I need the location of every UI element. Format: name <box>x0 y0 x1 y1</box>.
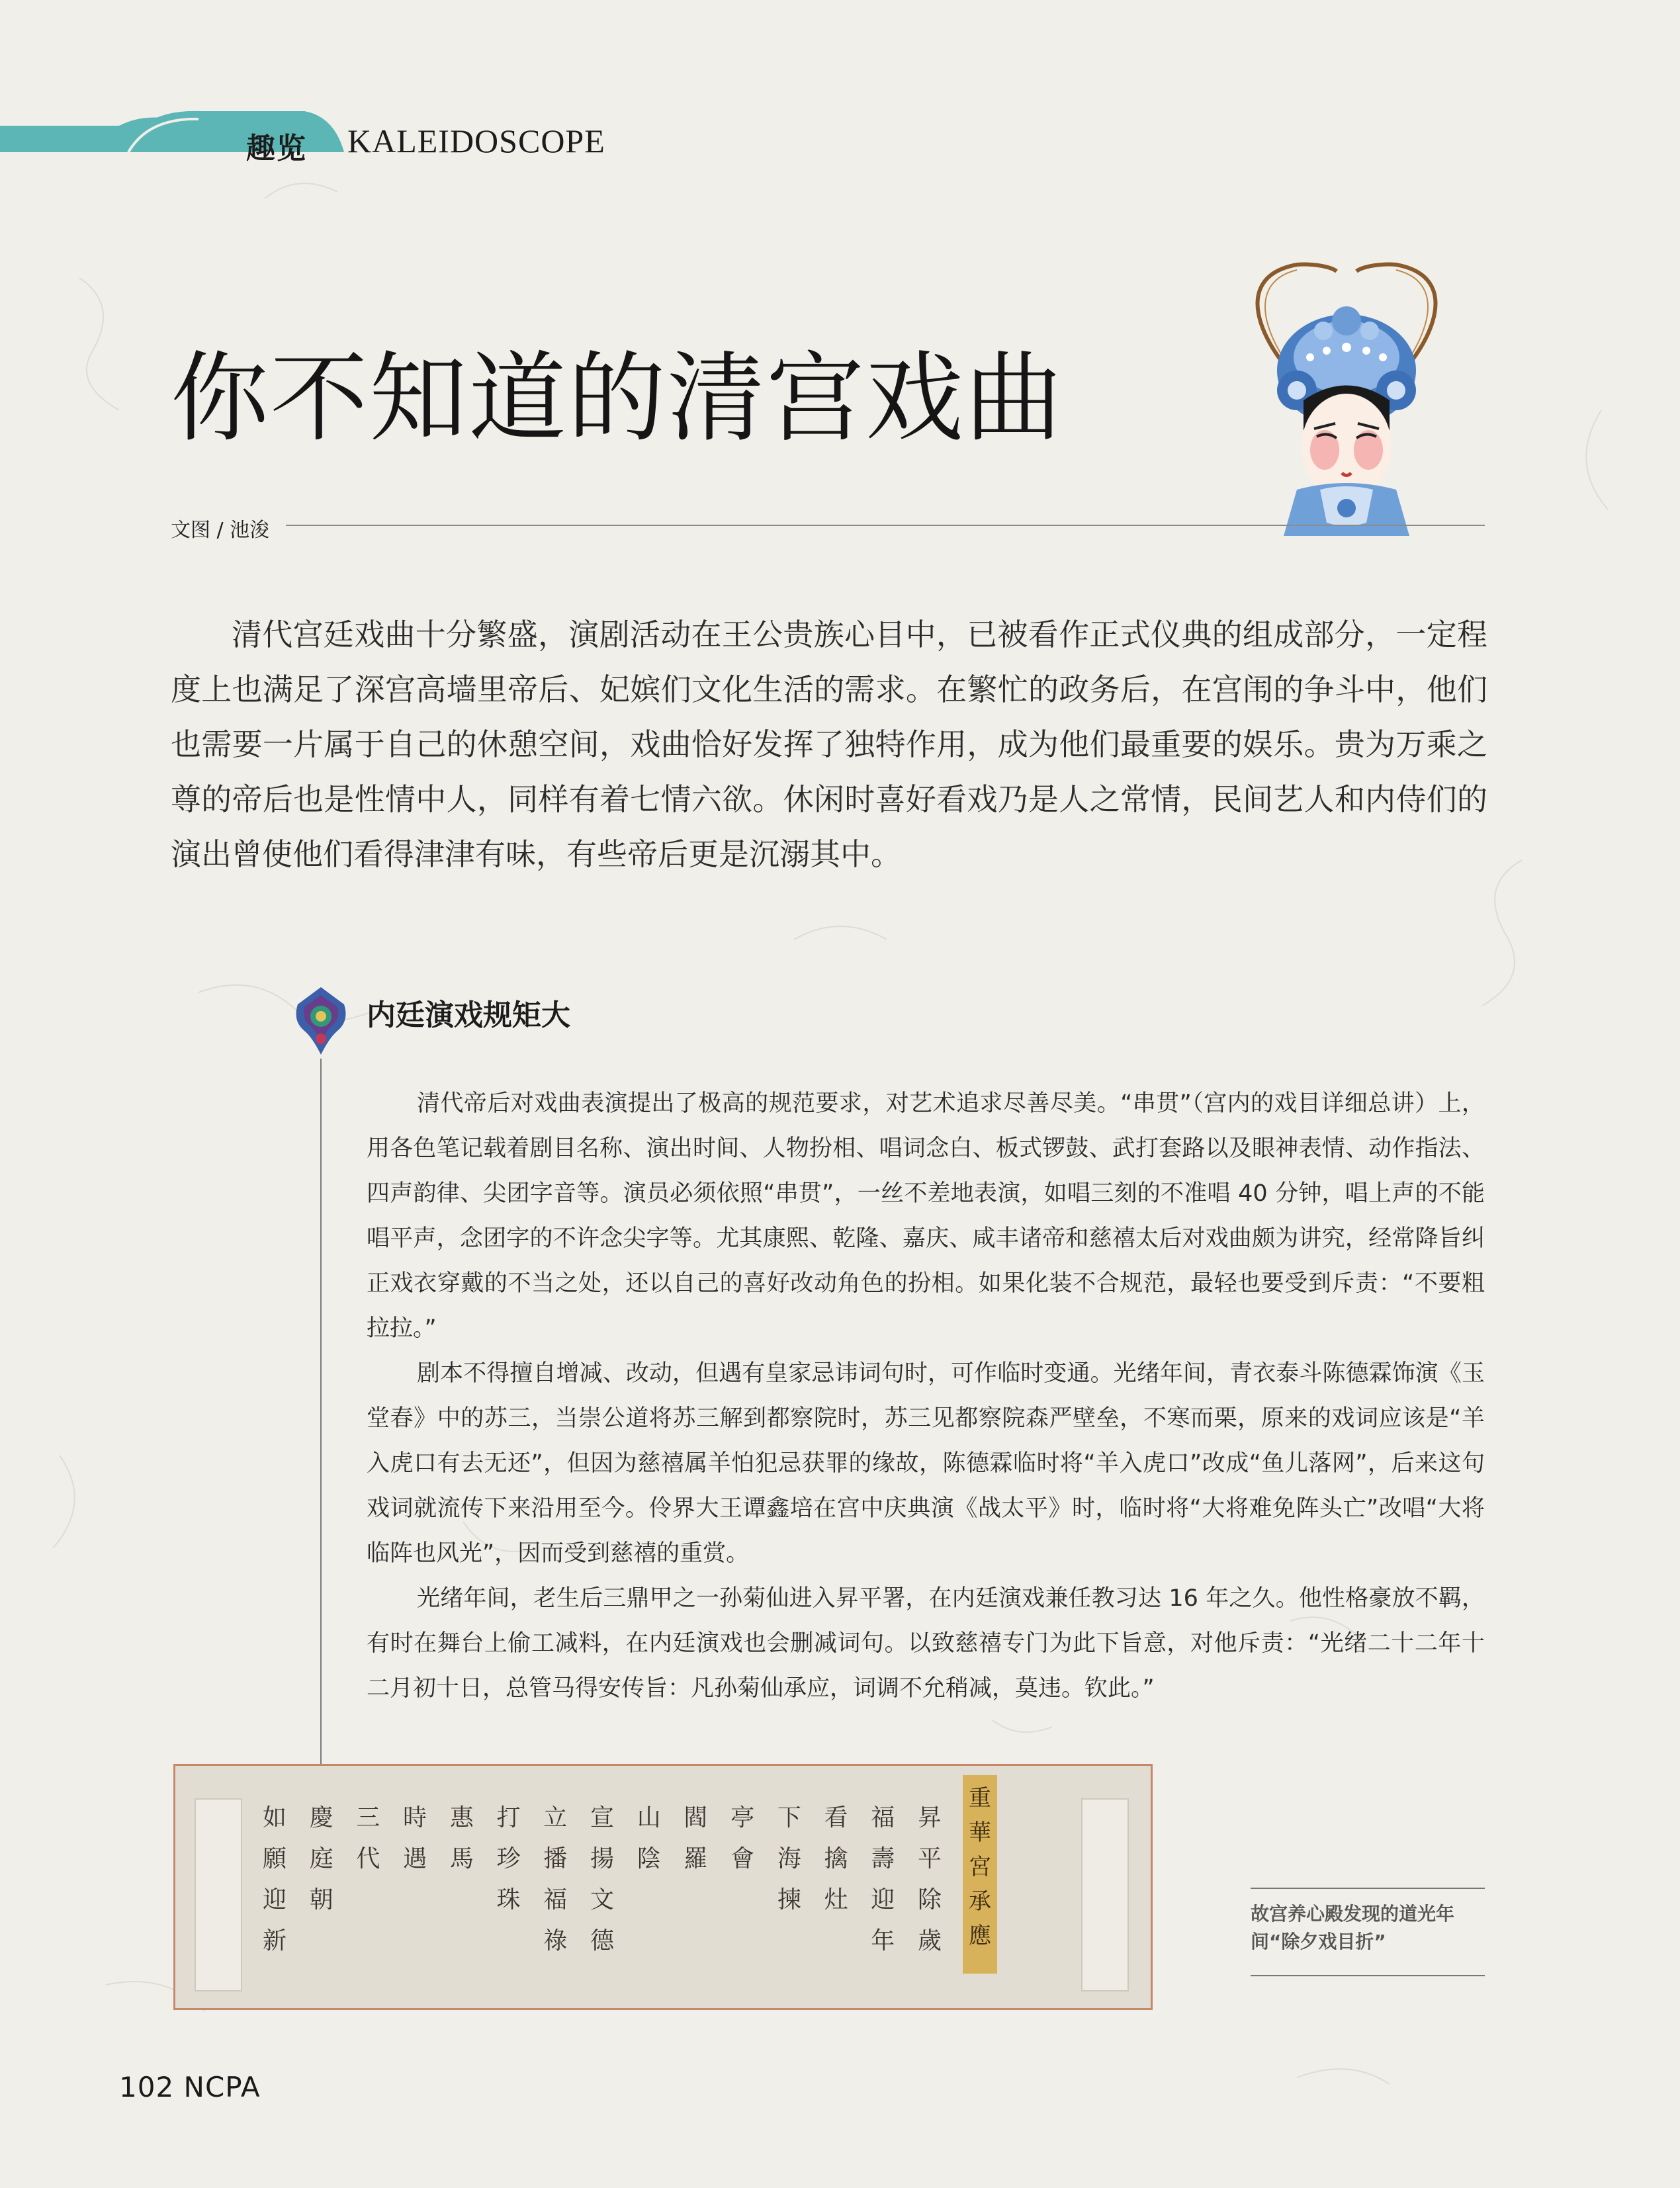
manuscript-character: 庭 <box>309 1845 333 1872</box>
manuscript-character: 文 <box>590 1886 615 1913</box>
publication-name: NCPA <box>183 2071 261 2103</box>
manuscript-character: 揚 <box>590 1845 615 1872</box>
manuscript-character: 歲 <box>917 1927 942 1954</box>
manuscript-character: 如 <box>262 1804 287 1831</box>
photo-caption: 故宫养心殿发现的道光年间“除夕戏目折” <box>1251 1903 1455 1952</box>
manuscript-character: 立 <box>543 1804 568 1831</box>
manuscript-character: 新 <box>262 1927 287 1954</box>
caption-divider-top <box>1251 1888 1485 1889</box>
manuscript-character: 朝 <box>309 1886 333 1913</box>
manuscript-character: 代 <box>356 1845 380 1872</box>
manuscript-character: 迎 <box>262 1886 287 1913</box>
intro-paragraph: 清代宫廷戏曲十分繁盛，演剧活动在王公贵族心目中，已被看作正式仪典的组成部分，一定程度上也满足了深宫高墙里帝后、妃嫔们文化生活的需求。在繁忙的政务后，在宫闱的争斗中，他们也需要一片属于自己的休憩空间，戏曲恰好发挥了独特作用，成为他们最重要的娱乐。贵为万乘之尊的帝后也是性情中人，同样有着七情六欲。休闲时喜好看戏乃是人之常情，民间艺人和内侍们的演出曾使他们看得津津有味，有些帝后更是沉溺其中。 <box>171 617 1487 872</box>
manuscript-character: 時 <box>403 1804 427 1831</box>
manuscript-character: 迎 <box>871 1886 895 1913</box>
label-slip-character: 重 <box>969 1785 991 1812</box>
body-paragraph: 清代帝后对戏曲表演提出了极高的规范要求，对艺术追求尽善尽美。“串贯”（宫内的戏目详细总讲）上，用各色笔记载着剧目名称、演出时间、人物扮相、唱词念白、板式锣鼓、武打套路以及眼神表情、动作指法、四声韵律、尖团字音等。演员必须依照“串贯”，一丝不差地表演，如唱三刻的不准唱 40 分钟，唱上声的不能唱平声，念团字的不许念尖字等。尤其康熙、乾隆、嘉庆、咸丰诸帝和慈禧太后对戏曲颇为讲究，经常降旨纠正戏衣穿戴的不当之处，还以自己的喜好改动角色的扮相。如果化装不合规范，最轻也要受到斥责：“不要粗拉拉。” <box>367 1090 1485 1342</box>
section-label-cn: 趣览 <box>246 132 307 165</box>
manuscript-character: 年 <box>871 1927 895 1954</box>
manuscript-character: 遇 <box>403 1845 427 1872</box>
manuscript-character: 福 <box>871 1804 895 1831</box>
manuscript-character: 德 <box>590 1927 615 1954</box>
manuscript-character: 揀 <box>777 1886 801 1913</box>
manuscript-character: 山 <box>637 1804 661 1831</box>
byline-divider <box>286 525 1485 526</box>
manuscript-character: 海 <box>777 1845 801 1872</box>
manuscript-character: 惠 <box>449 1804 474 1831</box>
manuscript-character: 壽 <box>871 1845 895 1872</box>
section-vertical-rule <box>320 1059 322 1768</box>
body-paragraph: 剧本不得擅自增减、改动，但遇有皇家忌讳词句时，可作临时变通。光绪年间，青衣泰斗陈德霖饰演《玉堂春》中的苏三，当崇公道将苏三解到都察院时，苏三见都察院森严壁垒，不寒而栗，原来的戏词应该是“羊入虎口有去无还”，但因为慈禧属羊怕犯忌获罪的缘故，陈德霖临时将“羊入虎口”改成“鱼儿落网”，后来这句戏词就流传下来沿用至今。伶界大王谭鑫培在宫中庆典演《战太平》时，临时将“大将难免阵头亡”改唱“大将临阵也风光”，因而受到慈禧的重赏。 <box>367 1360 1485 1567</box>
label-slip-character: 宮 <box>969 1854 991 1880</box>
manuscript-character: 三 <box>356 1804 380 1831</box>
manuscript-photo <box>173 1764 1153 2010</box>
body-paragraph: 光绪年间，老生后三鼎甲之一孙菊仙进入昇平署，在内廷演戏兼任教习达 16 年之久。他性格豪放不羁，有时在舞台上偷工减料，在内廷演戏也会删减词句。以致慈禧专门为此下旨意，对他斥责：“光绪二十二年十二月初十日，总管马得安传旨：凡孙菊仙承应，词调不允稍减，莫违。钦此。” <box>367 1585 1485 1702</box>
byline: 文图 / 池浚 <box>171 519 270 542</box>
manuscript-character: 灶 <box>824 1886 848 1913</box>
label-slip-character: 華 <box>969 1819 991 1846</box>
caption-divider-bottom <box>1251 1975 1485 1976</box>
manuscript-character: 宣 <box>590 1804 615 1831</box>
article-title: 你不知道的清宫戏曲 <box>171 341 1064 455</box>
manuscript-character: 亭 <box>730 1804 755 1831</box>
manuscript-character: 看 <box>824 1804 848 1831</box>
label-slip-character: 承 <box>969 1888 991 1915</box>
manuscript-character: 會 <box>730 1845 755 1872</box>
manuscript-character: 陰 <box>637 1845 661 1872</box>
manuscript-character: 播 <box>543 1845 568 1872</box>
manuscript-image <box>175 1766 1151 2008</box>
manuscript-character: 福 <box>543 1886 568 1913</box>
manuscript-character: 擒 <box>824 1845 848 1872</box>
manuscript-character: 閻 <box>684 1804 708 1831</box>
manuscript-character: 羅 <box>684 1845 708 1872</box>
manuscript-character: 下 <box>777 1804 801 1831</box>
label-slip-character: 應 <box>969 1923 991 1949</box>
manuscript-character: 昇 <box>917 1804 942 1831</box>
manuscript-character: 慶 <box>309 1804 333 1831</box>
section-heading: 内廷演戏规矩大 <box>367 998 570 1032</box>
manuscript-character: 願 <box>262 1845 287 1872</box>
page-number: 102 <box>119 2071 175 2103</box>
manuscript-character: 祿 <box>543 1927 568 1954</box>
opera-character-illustration <box>1198 258 1495 536</box>
manuscript-character: 打 <box>496 1804 521 1831</box>
ornament-icon <box>291 985 351 1057</box>
page-folio <box>119 2071 261 2103</box>
manuscript-character: 除 <box>917 1886 942 1913</box>
manuscript-character: 平 <box>917 1845 942 1872</box>
section-label-en: KALEIDOSCOPE <box>347 122 605 159</box>
section-body <box>367 1081 1485 1711</box>
manuscript-character: 馬 <box>449 1845 474 1872</box>
manuscript-character: 珍 <box>496 1845 521 1872</box>
manuscript-character: 珠 <box>496 1886 521 1913</box>
